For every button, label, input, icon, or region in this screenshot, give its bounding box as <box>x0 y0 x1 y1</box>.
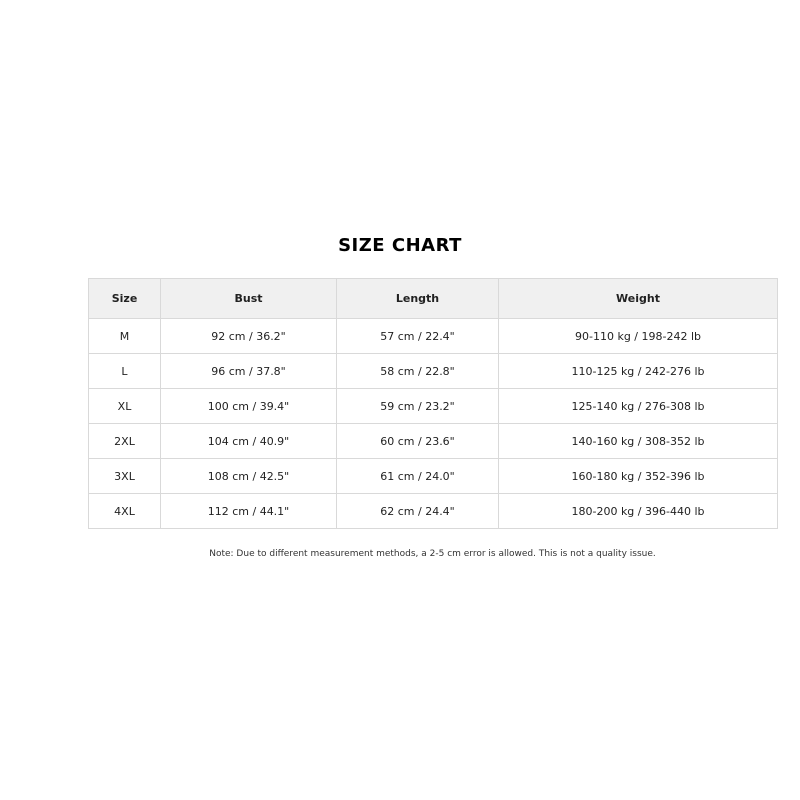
cell-weight: 160-180 kg / 352-396 lb <box>499 459 778 494</box>
cell-length: 61 cm / 24.0" <box>337 459 499 494</box>
cell-size: L <box>89 354 161 389</box>
cell-weight: 90-110 kg / 198-242 lb <box>499 319 778 354</box>
table-row <box>89 424 778 459</box>
header-bust: Bust <box>161 279 337 319</box>
header-weight: Weight <box>499 279 778 319</box>
cell-weight: 180-200 kg / 396-440 lb <box>499 494 778 529</box>
table-row <box>89 459 778 494</box>
cell-bust: 104 cm / 40.9" <box>161 424 337 459</box>
size-chart-table <box>88 278 778 529</box>
cell-length: 57 cm / 22.4" <box>337 319 499 354</box>
table-row <box>89 494 778 529</box>
table-row <box>89 319 778 354</box>
cell-length: 60 cm / 23.6" <box>337 424 499 459</box>
cell-bust: 100 cm / 39.4" <box>161 389 337 424</box>
cell-length: 62 cm / 24.4" <box>337 494 499 529</box>
cell-size: M <box>89 319 161 354</box>
cell-bust: 92 cm / 36.2" <box>161 319 337 354</box>
table-row <box>89 354 778 389</box>
header-size: Size <box>89 279 161 319</box>
cell-size: 3XL <box>89 459 161 494</box>
cell-bust: 108 cm / 42.5" <box>161 459 337 494</box>
cell-length: 58 cm / 22.8" <box>337 354 499 389</box>
cell-size: XL <box>89 389 161 424</box>
table-header-row <box>89 279 778 319</box>
cell-weight: 125-140 kg / 276-308 lb <box>499 389 778 424</box>
page-title: SIZE CHART <box>338 235 462 256</box>
measurement-note: Note: Due to different measurement methods, a 2-5 cm error is allowed. This is not a quality issue. <box>209 549 656 559</box>
table-row <box>89 389 778 424</box>
cell-size: 4XL <box>89 494 161 529</box>
header-length: Length <box>337 279 499 319</box>
cell-weight: 140-160 kg / 308-352 lb <box>499 424 778 459</box>
cell-size: 2XL <box>89 424 161 459</box>
cell-length: 59 cm / 23.2" <box>337 389 499 424</box>
cell-bust: 112 cm / 44.1" <box>161 494 337 529</box>
cell-weight: 110-125 kg / 242-276 lb <box>499 354 778 389</box>
cell-bust: 96 cm / 37.8" <box>161 354 337 389</box>
